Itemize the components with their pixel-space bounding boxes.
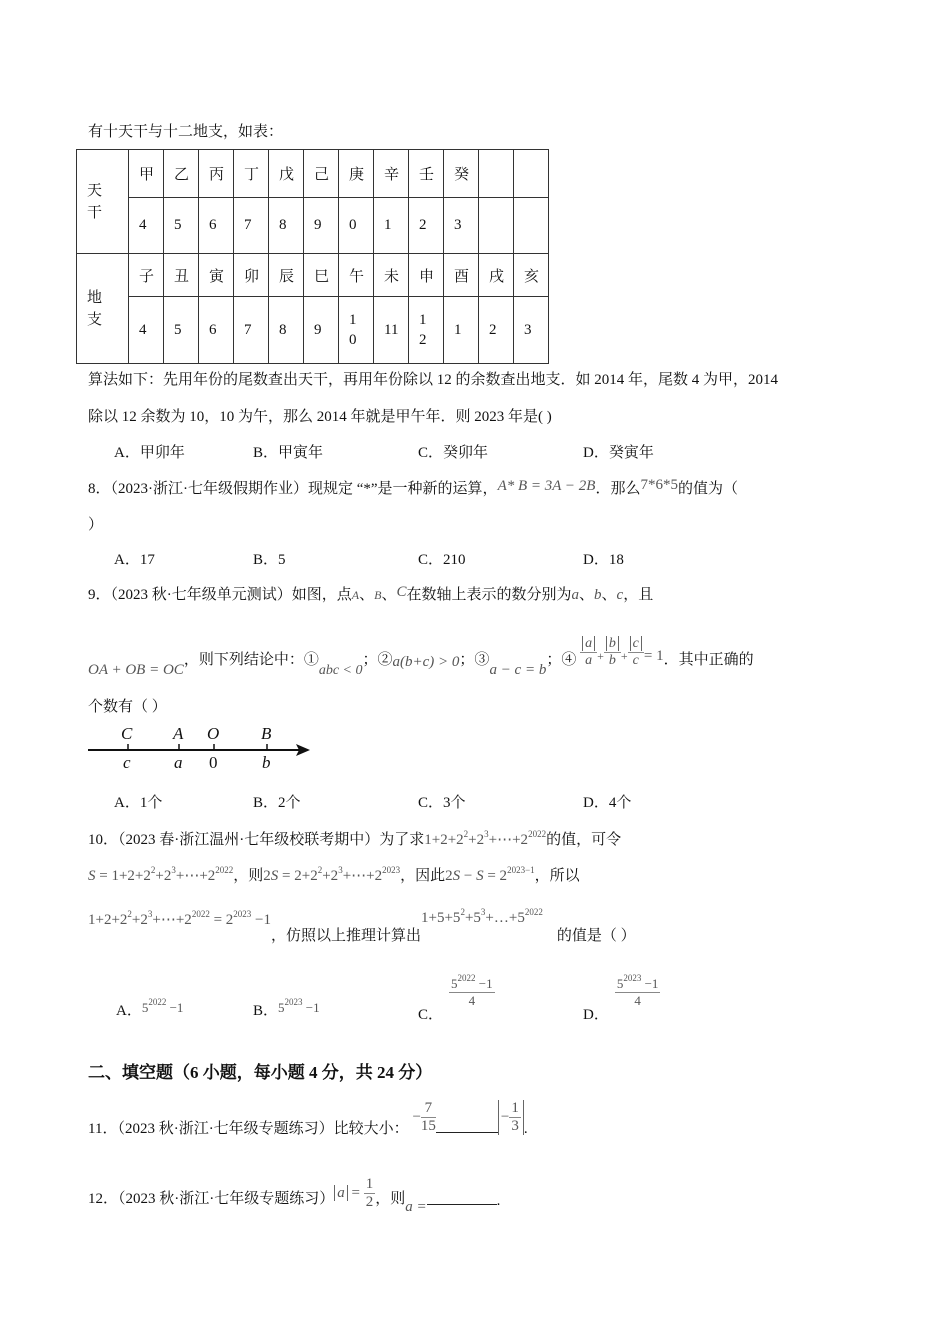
q9-then: ，则下列结论中：① <box>183 651 319 668</box>
q7-option-d[interactable]: D．癸寅年 <box>583 445 654 461</box>
q9-option-a[interactable]: A．1个 <box>114 795 163 811</box>
q8-option-d[interactable]: D．18 <box>583 552 624 568</box>
q9-var-b: b <box>594 587 602 603</box>
table-cell: 7 <box>234 297 269 364</box>
table-cell: 5 <box>164 198 199 254</box>
axis-label-O: O <box>207 724 220 743</box>
q9-label-3: ；③ <box>459 651 490 668</box>
q8-mid: ．那么 <box>595 481 641 497</box>
table-cell: 2 <box>409 198 444 254</box>
q9-suffix: ，且 <box>623 587 654 603</box>
table-cell: 甲 <box>129 150 164 198</box>
number-line-figure <box>88 724 318 774</box>
q9-tail: ．其中正确的 <box>663 651 754 668</box>
q9-conclusion-3: a − c = b <box>489 661 547 678</box>
q10-result: $1+2+2^2+2^3+\cdots+2^{2022} = 2^{2023} -1$ <box>88 909 271 928</box>
q10-def-2s: $2S = 2+2^2+2^3+\cdots+2^{2023}$ <box>263 865 401 884</box>
table-cell <box>514 198 549 254</box>
separator: 、 <box>359 587 375 603</box>
q7-text-line2: 除以 12 余数为 10，10 为午，那么 2014 年就是甲午年．则 2023 年是( ) <box>88 409 552 425</box>
q9-label-2: ；② <box>362 651 393 668</box>
table-cell: 乙 <box>164 150 199 198</box>
table-cell: 子 <box>129 254 164 297</box>
table-cell: 6 <box>199 297 234 364</box>
table-cell: 丑 <box>164 254 199 297</box>
section-heading: 二、填空题（6 小题，每小题 4 分，共 24 分） <box>88 1063 433 1082</box>
table-cell: 8 <box>269 198 304 254</box>
q9-mid: 在数轴上表示的数分别为 <box>406 587 572 603</box>
axis-label-C: C <box>121 724 133 743</box>
table-cell: 辛 <box>374 150 409 198</box>
q12-then: ，则 <box>375 1190 406 1207</box>
q9-conclusion-4-tail: = 1 <box>643 647 664 664</box>
q8-option-a[interactable]: A．17 <box>114 552 155 568</box>
q10-so: ，所以 <box>534 868 580 884</box>
table-cell: 午 <box>339 254 374 297</box>
separator: 、 <box>579 587 595 603</box>
table-cell: 7 <box>234 198 269 254</box>
table-cell: 1 <box>444 297 479 364</box>
q8-text <box>88 477 738 498</box>
table-cell: 戌 <box>479 254 514 297</box>
table-cell: 11 <box>374 297 409 364</box>
table-cell: 3 <box>444 198 479 254</box>
q8-expr: 7*6*5 <box>640 477 678 493</box>
q11-neg-7-15: − $\frac{7}{15}$ <box>412 1100 436 1134</box>
table-cell <box>479 150 514 198</box>
q10-diff: $2S - S = 2^{2023-1}$ <box>445 865 535 884</box>
q10-option-c[interactable]: C． $\frac{5^{2022} -1}{4}$ <box>418 973 493 1023</box>
q10-target-expr: $1+5+5^2+5^3+\dots+5^{2022}$ <box>421 907 543 926</box>
q9-text-line2: OA + OB = OC，则下列结论中：①abc < 0；②a(b+c) > 0；③a − c = b；④ $\frac{a}{a}$ + $\frac{b}{b}$ + $\frac{c}{c}$ = 1．其中正确的 <box>88 636 754 678</box>
table-cell: 4 <box>129 297 164 364</box>
q10-then: ，则 <box>233 868 264 884</box>
table-cell: 12 <box>409 297 444 364</box>
q7-option-a[interactable]: A．甲卯年 <box>114 445 185 461</box>
q9-point-a: A <box>351 588 360 602</box>
q10-question: 的值是（ ） <box>556 928 636 944</box>
table-cell: 未 <box>374 254 409 297</box>
q9-conclusion-2: a(b+c) > 0 <box>392 653 460 670</box>
table-cell: 巳 <box>304 254 339 297</box>
table-cell: 寅 <box>199 254 234 297</box>
q12-half: $\frac{1}{2}$ <box>365 1176 374 1210</box>
q8-option-b[interactable]: B．5 <box>253 552 286 568</box>
q10-option-a[interactable]: A．$5^{2022} -1$ <box>116 997 184 1019</box>
q9-var-c: c <box>616 587 624 603</box>
q8-text-line2: ） <box>88 517 104 533</box>
separator: 、 <box>601 587 617 603</box>
axis-value-b: b <box>262 753 271 772</box>
table-cell: 1 <box>374 198 409 254</box>
q9-label-4: ；④ <box>546 651 577 668</box>
axis-value-a: a <box>174 753 183 772</box>
q12-eq: = <box>347 1184 364 1201</box>
table-cell: 6 <box>199 198 234 254</box>
table-cell: 10 <box>339 297 374 364</box>
axis-value-0: 0 <box>209 753 218 772</box>
q9-var-a: a <box>571 587 579 603</box>
frac-abs-a-over-a: $\frac{a}{a}$ <box>580 636 597 669</box>
q9-point-c: C <box>396 584 407 600</box>
q8-suffix: 的值为（ <box>677 481 738 497</box>
table-cell: 8 <box>269 297 304 364</box>
q9-text-line1 <box>88 583 653 604</box>
table-cell: 酉 <box>444 254 479 297</box>
table-cell: 癸 <box>444 150 479 198</box>
table-cell: 庚 <box>339 150 374 198</box>
q9-text-line3: 个数有（ ） <box>88 699 167 715</box>
q12-abs-a: a <box>334 1185 348 1201</box>
table-cell: 丙 <box>199 150 234 198</box>
table-cell: 己 <box>304 150 339 198</box>
q10-option-d[interactable]: D． $\frac{5^{2023} -1}{4}$ <box>583 973 659 1023</box>
q10-sum-expr: $1+2+2^2+2^3+\cdots+2^{2022}$ <box>424 829 547 848</box>
q9-conclusion-1: abc < 0 <box>318 662 363 678</box>
frac-abs-b-over-b: $\frac{b}{b}$ <box>604 636 621 669</box>
table-cell <box>479 198 514 254</box>
table-cell: 卯 <box>234 254 269 297</box>
table-cell: 亥 <box>514 254 549 297</box>
table-cell: 丁 <box>234 150 269 198</box>
q9-condition: OA + OB = OC <box>88 661 184 678</box>
q11-prefix: 11．（2023 秋·浙江·七年级专题练习）比较大小： <box>88 1120 409 1137</box>
table-cell: 申 <box>409 254 444 297</box>
q7-option-c[interactable]: C．癸卯年 <box>418 445 489 461</box>
table-cell: 3 <box>514 297 549 364</box>
q8-formula: A* B = 3A − 2B <box>497 478 596 494</box>
table-cell: 5 <box>164 297 199 364</box>
q9-prefix: 9．（2023 秋·七年级单元测试）如图，点 <box>88 587 352 603</box>
intro-text: 有十天干与十二地支，如表： <box>88 124 284 140</box>
q9-option-d[interactable]: D．4个 <box>583 795 632 811</box>
q12-answer-blank[interactable] <box>427 1202 497 1205</box>
q11-answer-blank[interactable] <box>436 1130 498 1133</box>
q9-point-b: B <box>374 588 382 602</box>
q11-abs-neg-1-3: − $\frac{1}{3}$ <box>498 1100 524 1135</box>
table-cell: 0 <box>339 198 374 254</box>
table-cell: 4 <box>129 198 164 254</box>
q10-text-line2 <box>88 864 580 885</box>
q12-prefix: 12．（2023 秋·浙江·七年级专题练习） <box>88 1190 335 1207</box>
tiangan-label: 天 干 <box>77 150 129 254</box>
q9-option-b[interactable]: B．2个 <box>253 795 301 811</box>
q10-text-line3 <box>88 907 636 946</box>
table-cell <box>514 150 549 198</box>
table-cell: 壬 <box>409 150 444 198</box>
table-cell: 9 <box>304 198 339 254</box>
q10-prefix: 10．（2023 春·浙江温州·七年级校联考期中）为了求 <box>88 832 425 848</box>
table-cell: 2 <box>479 297 514 364</box>
q9-option-c[interactable]: C．3个 <box>418 795 466 811</box>
q7-text-line1: 算法如下：先用年份的尾数查出天干，再用年份除以 12 的余数查出地支．如 2014 年，尾数 4 为甲，2014 <box>88 372 779 388</box>
q10-therefore: ，因此 <box>400 868 446 884</box>
frac-abs-c-over-c: $\frac{c}{c}$ <box>628 636 644 669</box>
table-cell: 辰 <box>269 254 304 297</box>
separator: 、 <box>381 587 397 603</box>
q12-text: 12．（2023 秋·浙江·七年级专题练习） a = $\frac{1}{2}$ ，则a = . <box>88 1176 501 1215</box>
q11-text: 11．（2023 秋·浙江·七年级专题练习）比较大小： − $\frac{7}{15}$ − $\frac{1}{3}$ . <box>88 1100 528 1137</box>
q10-text-line1 <box>88 828 621 849</box>
q10-option-b[interactable]: B．$5^{2023} -1$ <box>253 997 320 1019</box>
q8-option-c[interactable]: C．210 <box>418 552 466 568</box>
q7-option-b[interactable]: B．甲寅年 <box>253 445 324 461</box>
q12-a-eq: a = <box>405 1198 427 1215</box>
axis-value-c: c <box>123 753 131 772</box>
ganzhi-table <box>76 149 549 364</box>
q10-analog: ，仿照以上推理计算出 <box>271 928 422 944</box>
table-cell: 戊 <box>269 150 304 198</box>
q8-prefix: 8．（2023·浙江·七年级假期作业）现规定 “*”是一种新的运算， <box>88 481 498 497</box>
dizhi-label: 地 支 <box>77 254 129 364</box>
axis-label-A: A <box>173 724 184 743</box>
q10-def-s: $S = 1+2+2^2+2^3+\cdots+2^{2022}$ <box>88 865 234 884</box>
table-cell: 9 <box>304 297 339 364</box>
axis-label-B: B <box>261 724 272 743</box>
q10-after: 的值，可令 <box>546 832 622 848</box>
